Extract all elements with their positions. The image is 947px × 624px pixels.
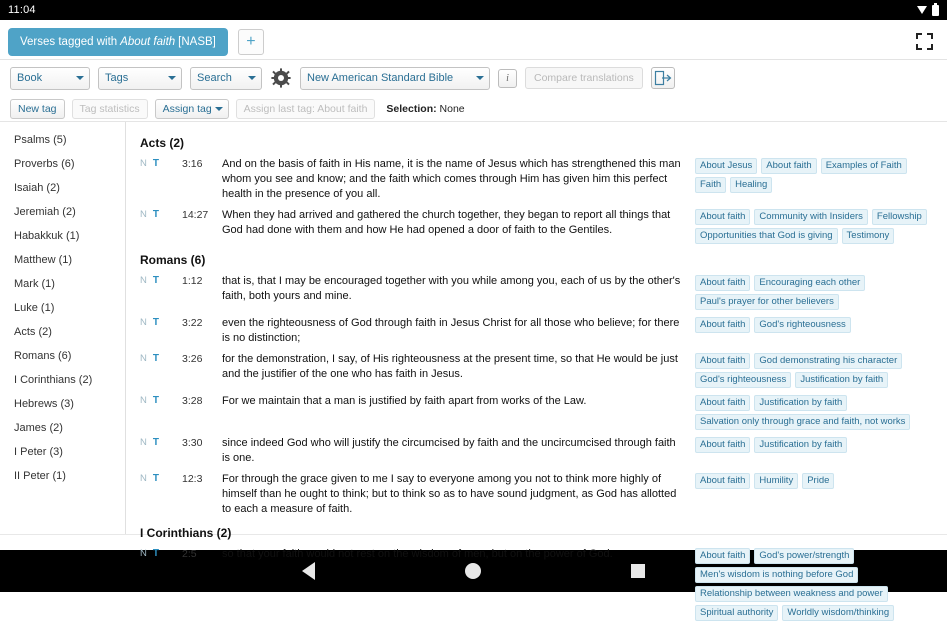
verse-text[interactable]: For through the grace given to me I say to everyone among you not to think more highly of himself than he ought to think; but to think so as to have sound judgment, as God has allotted to each a measure of faith. bbox=[222, 473, 677, 515]
tag-indicator[interactable]: T bbox=[152, 437, 159, 448]
verse-reference: 14:27 bbox=[182, 209, 209, 221]
chevron-down-icon bbox=[215, 107, 223, 111]
tag-toolbar bbox=[0, 96, 947, 122]
verse-tag-list bbox=[695, 274, 935, 310]
tag-chip[interactable]: About Jesus bbox=[695, 158, 757, 174]
status-icons bbox=[917, 5, 939, 16]
tag-indicator[interactable]: T bbox=[152, 209, 159, 220]
note-indicator[interactable]: N bbox=[140, 548, 147, 559]
verse-marks bbox=[136, 352, 182, 364]
chevron-down-icon bbox=[76, 76, 84, 80]
sidebar-item-habakkuk[interactable]: Habakkuk (1) bbox=[14, 230, 80, 242]
verse-tag-list bbox=[695, 208, 935, 244]
verse-text[interactable]: And on the basis of faith in His name, it is the name of Jesus which has strengthened this man whom you see and know; and the faith which comes through Him has given him this perfect health in the presence of you all. bbox=[222, 158, 681, 200]
sidebar-item-romans[interactable]: Romans (6) bbox=[14, 350, 72, 362]
bible-translation-dropdown[interactable] bbox=[300, 67, 490, 90]
tag-chip[interactable]: Examples of Faith bbox=[821, 158, 907, 174]
gear-icon bbox=[271, 68, 291, 88]
verse-scroll-area[interactable] bbox=[126, 122, 947, 618]
verse-reference: 3:28 bbox=[182, 395, 203, 407]
tag-chip[interactable]: Humility bbox=[754, 473, 798, 489]
dropdown-triangle-icon bbox=[917, 6, 927, 14]
verse-list[interactable] bbox=[126, 122, 947, 618]
verse-reference: 3:16 bbox=[182, 158, 203, 170]
verse-row[interactable] bbox=[136, 349, 935, 391]
new-tag-button[interactable]: New tag bbox=[10, 99, 65, 119]
tag-chip[interactable]: Faith bbox=[695, 177, 726, 193]
tag-chip[interactable]: About faith bbox=[695, 548, 750, 564]
fullscreen-button[interactable] bbox=[909, 27, 939, 57]
tags-dropdown-label: Tags bbox=[105, 72, 129, 84]
tag-chip[interactable]: Spiritual authority bbox=[695, 605, 778, 621]
verse-marks bbox=[136, 208, 182, 220]
tag-chip[interactable]: God's power/strength bbox=[754, 548, 854, 564]
tag-chip[interactable]: Relationship between weakness and power bbox=[695, 586, 888, 602]
tag-chip[interactable]: Healing bbox=[730, 177, 772, 193]
tag-chip[interactable]: Testimony bbox=[842, 228, 895, 244]
tag-chip[interactable]: About faith bbox=[695, 437, 750, 453]
verse-reference: 2:5 bbox=[182, 548, 197, 560]
tab-label-italic: About faith bbox=[120, 35, 176, 48]
book-dropdown[interactable] bbox=[10, 67, 90, 90]
tab-label-prefix: Verses tagged with bbox=[20, 35, 118, 48]
bible-translation-label: New American Standard Bible bbox=[307, 72, 454, 84]
sidebar-item-mark[interactable]: Mark (1) bbox=[14, 278, 55, 290]
verse-tag-list bbox=[695, 394, 935, 430]
verse-tag-list bbox=[695, 316, 935, 333]
note-indicator[interactable]: N bbox=[140, 317, 147, 328]
tag-indicator[interactable]: T bbox=[152, 317, 159, 328]
verse-reference: 3:22 bbox=[182, 317, 203, 329]
verse-marks bbox=[136, 436, 182, 448]
verse-row[interactable] bbox=[136, 313, 935, 349]
verse-text[interactable]: When they had arrived and gathered the church together, they began to report all things that God had done with them and how He had opened a door of faith to the Gentiles. bbox=[222, 209, 671, 236]
verse-row[interactable] bbox=[136, 433, 935, 469]
fullscreen-icon bbox=[916, 33, 933, 50]
status-clock: 11:04 bbox=[8, 4, 36, 16]
chevron-down-icon bbox=[168, 76, 176, 80]
verse-text[interactable]: since indeed God who will justify the circumcised by faith and the uncircumcised through faith is one. bbox=[222, 437, 676, 464]
assign-tag-label: Assign tag bbox=[162, 102, 212, 115]
tag-chip[interactable]: God demonstrating his character bbox=[754, 353, 902, 369]
tag-indicator[interactable]: T bbox=[152, 395, 159, 406]
sidebar-item-i-corinthians[interactable]: I Corinthians (2) bbox=[14, 374, 93, 386]
compare-translations-button: Compare translations bbox=[525, 67, 643, 89]
app-window bbox=[0, 20, 947, 618]
tag-indicator[interactable]: T bbox=[152, 353, 159, 364]
verse-row[interactable] bbox=[136, 391, 935, 433]
tag-chip[interactable]: Justification by faith bbox=[754, 395, 847, 411]
tag-chip[interactable]: Community with Insiders bbox=[754, 209, 867, 225]
tab-verses-tagged[interactable] bbox=[8, 28, 228, 56]
verse-marks bbox=[136, 316, 182, 328]
verse-text[interactable]: even the righteousness of God through faith in Jesus Christ for all those who believe; for there is no distinction; bbox=[222, 317, 680, 344]
tag-chip[interactable]: God's righteousness bbox=[754, 317, 850, 333]
verse-row[interactable] bbox=[136, 271, 935, 313]
sidebar-item-jeremiah[interactable]: Jeremiah (2) bbox=[14, 206, 76, 218]
verse-tag-list bbox=[695, 547, 935, 621]
tag-indicator[interactable]: T bbox=[152, 548, 159, 559]
verse-reference: 3:26 bbox=[182, 353, 203, 365]
sidebar-item-psalms[interactable]: Psalms (5) bbox=[14, 134, 67, 146]
verse-reference: 12:3 bbox=[182, 473, 203, 485]
verse-marks bbox=[136, 472, 182, 484]
tag-chip[interactable]: About faith bbox=[695, 395, 750, 411]
tag-indicator[interactable]: T bbox=[152, 158, 159, 169]
verse-marks bbox=[136, 157, 182, 169]
assign-last-tag-button[interactable]: Assign last tag: About faith bbox=[236, 99, 376, 119]
verse-tag-list bbox=[695, 436, 935, 453]
android-status-bar bbox=[0, 0, 947, 20]
book-dropdown-label: Book bbox=[17, 72, 43, 84]
sidebar-item-acts[interactable]: Acts (2) bbox=[14, 326, 52, 338]
tag-chip[interactable]: Fellowship bbox=[872, 209, 927, 225]
verse-text[interactable]: for the demonstration, I say, of His righteousness at the present time, so that He would be just and the justifier of the one who has faith in Jesus. bbox=[222, 353, 678, 380]
sidebar-item-i-peter[interactable]: I Peter (3) bbox=[14, 446, 63, 458]
tags-dropdown[interactable] bbox=[98, 67, 182, 90]
note-indicator[interactable]: N bbox=[140, 473, 147, 484]
selection-status bbox=[386, 103, 464, 115]
tag-chip[interactable]: About faith bbox=[695, 353, 750, 369]
sidebar-item-hebrews[interactable]: Hebrews (3) bbox=[14, 398, 74, 410]
verse-reference: 3:30 bbox=[182, 437, 203, 449]
search-dropdown[interactable] bbox=[190, 67, 262, 90]
note-indicator[interactable]: N bbox=[140, 209, 147, 220]
verse-reference: 1:12 bbox=[182, 275, 203, 287]
exit-button[interactable] bbox=[651, 67, 675, 89]
add-tab-button[interactable]: + bbox=[238, 29, 264, 55]
tag-chip[interactable]: Justification by faith bbox=[754, 437, 847, 453]
note-indicator[interactable]: N bbox=[140, 158, 147, 169]
tag-chip[interactable]: Salvation only through grace and faith, not works bbox=[695, 414, 910, 430]
tab-bar bbox=[0, 20, 947, 60]
tag-chip[interactable]: About faith bbox=[761, 158, 816, 174]
note-indicator[interactable]: N bbox=[140, 437, 147, 448]
sidebar-item-luke[interactable]: Luke (1) bbox=[14, 302, 55, 314]
note-indicator[interactable]: N bbox=[140, 275, 147, 286]
sidebar-item-matthew[interactable]: Matthew (1) bbox=[14, 254, 73, 266]
verse-text[interactable]: For we maintain that a man is justified by faith apart from works of the Law. bbox=[222, 395, 587, 407]
battery-icon bbox=[932, 5, 939, 16]
tag-chip[interactable]: About faith bbox=[695, 275, 750, 291]
settings-button[interactable] bbox=[270, 67, 292, 89]
tag-chip[interactable]: Encouraging each other bbox=[754, 275, 865, 291]
sidebar-item-isaiah[interactable]: Isaiah (2) bbox=[14, 182, 60, 194]
verse-row[interactable] bbox=[136, 469, 935, 520]
info-button[interactable]: i bbox=[498, 69, 517, 88]
tag-chip[interactable]: Men's wisdom is nothing before God bbox=[695, 567, 858, 583]
tab-label-suffix: [NASB] bbox=[178, 35, 216, 48]
note-indicator[interactable]: N bbox=[140, 353, 147, 364]
assign-tag-button[interactable] bbox=[155, 99, 229, 119]
sidebar-item-proverbs[interactable]: Proverbs (6) bbox=[14, 158, 75, 170]
verse-tag-list bbox=[695, 352, 935, 388]
tag-indicator[interactable]: T bbox=[152, 473, 159, 484]
book-sidebar[interactable] bbox=[0, 122, 126, 534]
verse-text[interactable]: so that your faith would not rest on the wisdom of men, but on the power of God. bbox=[222, 548, 613, 560]
tag-chip[interactable]: Worldly wisdom/thinking bbox=[782, 605, 894, 621]
verse-row[interactable] bbox=[136, 154, 935, 205]
chevron-down-icon bbox=[248, 76, 256, 80]
note-indicator[interactable]: N bbox=[140, 395, 147, 406]
selection-value: None bbox=[439, 102, 465, 115]
tag-statistics-button[interactable]: Tag statistics bbox=[72, 99, 148, 119]
tag-chip[interactable]: Opportunities that God is giving bbox=[695, 228, 838, 244]
tag-chip[interactable]: Justification by faith bbox=[795, 372, 888, 388]
exit-icon bbox=[655, 71, 671, 85]
search-dropdown-label: Search bbox=[197, 72, 232, 84]
tag-chip[interactable]: About faith bbox=[695, 209, 750, 225]
verse-marks bbox=[136, 274, 182, 286]
sidebar-item-ii-peter[interactable]: II Peter (1) bbox=[14, 470, 66, 482]
tag-chip[interactable]: Paul's prayer for other believers bbox=[695, 294, 839, 310]
tag-chip[interactable]: About faith bbox=[695, 473, 750, 489]
tag-chip[interactable]: About faith bbox=[695, 317, 750, 333]
verse-text[interactable]: that is, that I may be encouraged together with you while among you, each of us by the other's faith, both yours and mine. bbox=[222, 275, 681, 302]
tag-chip[interactable]: God's righteousness bbox=[695, 372, 791, 388]
verse-row[interactable] bbox=[136, 205, 935, 247]
tag-indicator[interactable]: T bbox=[152, 275, 159, 286]
main-toolbar bbox=[0, 60, 947, 96]
verse-row[interactable] bbox=[136, 544, 935, 624]
book-section-heading: Romans (6) bbox=[140, 253, 206, 267]
book-section-heading: I Corinthians (2) bbox=[140, 526, 232, 540]
tag-chip[interactable]: Pride bbox=[802, 473, 834, 489]
verse-marks bbox=[136, 547, 182, 559]
verse-tag-list bbox=[695, 472, 935, 489]
body bbox=[0, 122, 947, 618]
verse-marks bbox=[136, 394, 182, 406]
book-section-heading: Acts (2) bbox=[140, 136, 185, 150]
sidebar-item-james[interactable]: James (2) bbox=[14, 422, 63, 434]
selection-label: Selection: bbox=[386, 102, 437, 115]
chevron-down-icon bbox=[476, 76, 484, 80]
verse-tag-list bbox=[695, 157, 935, 193]
